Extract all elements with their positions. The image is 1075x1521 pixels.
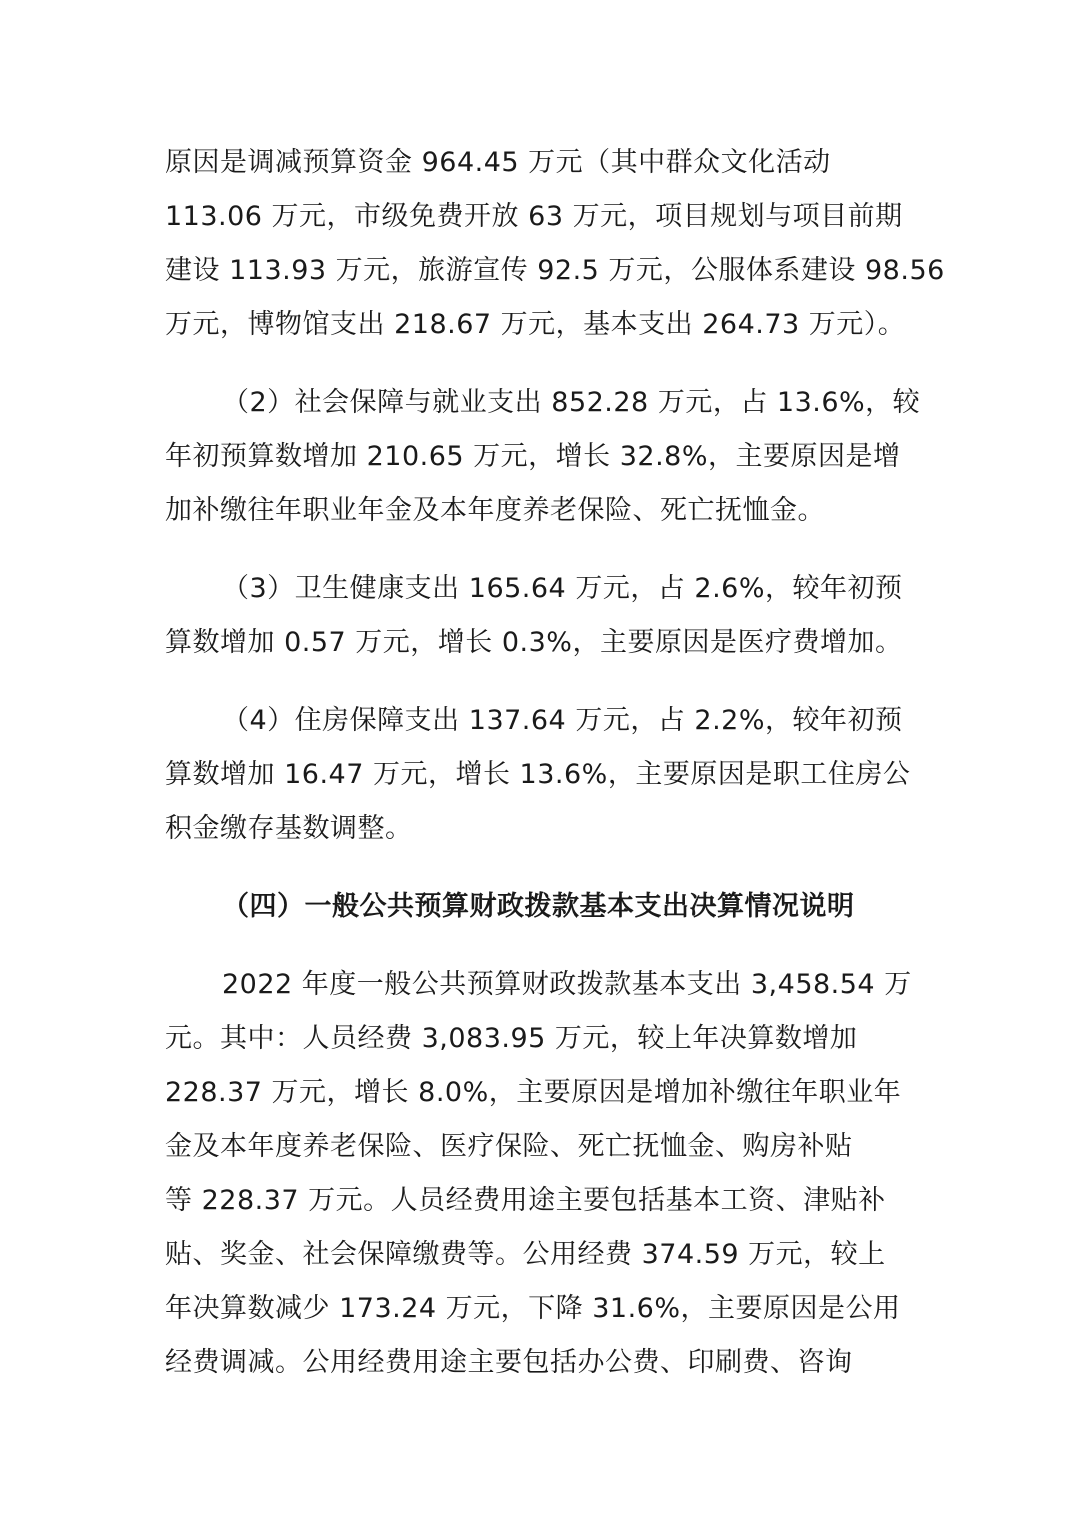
text-line: 加补缴往年职业年金及本年度养老保险、死亡抚恤金。 [165,495,825,526]
text-line: 算数增加 16.47 万元，增长 13.6%，主要原因是职工住房公 [165,759,911,790]
text-line: 2022 年度一般公共预算财政拨款基本支出 3,458.54 万 [222,969,912,1000]
text-line: （3）卫生健康支出 165.64 万元，占 2.6%，较年初预 [222,573,903,604]
text-line: （4）住房保障支出 137.64 万元，占 2.2%，较年初预 [222,705,903,736]
text-line: 万元，博物馆支出 218.67 万元，基本支出 264.73 万元）。 [165,309,906,340]
text-line: 等 228.37 万元。人员经费用途主要包括基本工资、津贴补 [165,1185,886,1216]
text-line: 113.06 万元，市级免费开放 63 万元，项目规划与项目前期 [165,201,903,232]
text-line: 年决算数减少 173.24 万元，下降 31.6%，主要原因是公用 [165,1293,901,1324]
text-line: 228.37 万元，增长 8.0%，主要原因是增加补缴往年职业年 [165,1077,902,1108]
text-line: 元。其中：人员经费 3,083.95 万元，较上年决算数增加 [165,1023,858,1054]
text-line: 原因是调减预算资金 964.45 万元（其中群众文化活动 [165,147,831,178]
text-line: 经费调减。公用经费用途主要包括办公费、印刷费、咨询 [165,1347,853,1378]
text-line: 贴、奖金、社会保障缴费等。公用经费 374.59 万元，较上 [165,1239,886,1270]
text-line: 积金缴存基数调整。 [165,813,413,844]
text-line: 金及本年度养老保险、医疗保险、死亡抚恤金、购房补贴 [165,1131,853,1162]
text-line: 建设 113.93 万元，旅游宣传 92.5 万元，公服体系建设 98.56 [165,255,945,286]
text-line: 年初预算数增加 210.65 万元，增长 32.8%，主要原因是增 [165,441,901,472]
section-heading: （四）一般公共预算财政拨款基本支出决算情况说明 [222,891,855,922]
text-line: （2）社会保障与就业支出 852.28 万元，占 13.6%，较 [222,387,921,418]
text-line: 算数增加 0.57 万元，增长 0.3%，主要原因是医疗费增加。 [165,627,903,658]
